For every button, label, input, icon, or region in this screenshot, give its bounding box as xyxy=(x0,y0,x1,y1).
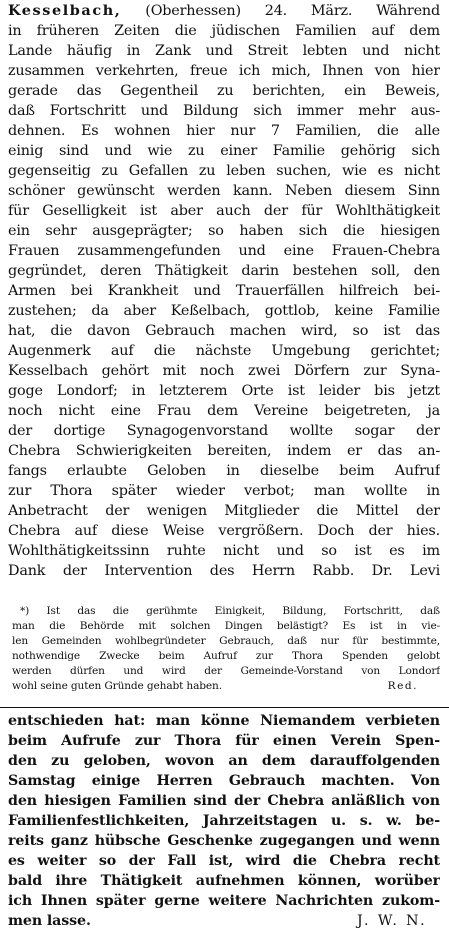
article-line: ein sehr ausgeprägter; so haben sich die hiesigen xyxy=(8,223,440,239)
continuation-line: den zu geloben, wovon an dem darauffolgenden xyxy=(8,753,440,769)
article-line: schöner gewünscht werden kann. Neben diesem Sinn xyxy=(8,183,440,199)
article-line: gegenseitig zu Gefallen zu leben suchen, wie es nicht xyxy=(8,163,440,179)
article-line: Chebra auf diese Weise vergrößern. Doch der hies. xyxy=(8,523,440,539)
article-line: dehnen. Es wohnen hier nur 7 Familien, die alle xyxy=(8,123,440,139)
article-line: für Geselligkeit ist aber auch der für Wohlthätigkeit xyxy=(8,203,440,219)
article-line: Augenmerk auf die nächste Umgebung gerichtet; xyxy=(8,343,440,359)
continuation-line: Familienfestlichkeiten, Jahrzeitstagen u. s. w. be- xyxy=(8,813,440,829)
article-line: in früheren Zeiten die jüdischen Familien auf dem xyxy=(8,23,440,39)
footnote-line: man die Behörde mit solchen Dingen belästigt? Es ist in vie- xyxy=(12,620,440,632)
article-line: zusammen verkehrten, freue ich mich, Ihnen von hier xyxy=(8,63,440,79)
footnote-line: nothwendige Zwecke beim Aufruf zur Thora Spenden gelobt xyxy=(12,650,440,662)
article-line: Frauen zusammengefunden und eine Frauen-Chebra xyxy=(8,243,440,259)
article-line: Dank der Intervention des Herrn Rabb. Dr. Levi xyxy=(8,563,440,579)
continuation-line: beim Aufrufe zur Thora für einen Verein Spen- xyxy=(8,733,440,749)
continuation-line: Samstag einige Herren Gebrauch machten. Von xyxy=(8,773,440,789)
article-line: Kesselbach gehört mit noch zwei Dörfern zur Syna- xyxy=(8,363,440,379)
article-line: zustehen; da aber Keßelbach, gottlob, keine Familie xyxy=(8,303,440,319)
article-line: goge Londorf; in letzterem Orte ist leider bis jetzt xyxy=(8,383,440,399)
article-line: daß Fortschritt und Bildung sich immer mehr aus- xyxy=(8,103,440,119)
article-signature: J. W. N. xyxy=(357,913,427,929)
footnote-line: werden dürfen und wird der Gemeinde-Vorstand von Londorf xyxy=(12,665,440,677)
continuation-line: reits ganz hübsche Geschenke zugegangen und wenn xyxy=(8,833,440,849)
article-line: Lande häufig in Zank und Streit lebten und nicht xyxy=(8,43,440,59)
article-line: der dortige Synagogenvorstand wollte sogar der xyxy=(8,423,440,439)
article-line: zur Thora später wieder verbot; man wollte in xyxy=(8,483,440,499)
article-line: Chebra Schwierigkeiten bereiten, indem er das an- xyxy=(8,443,440,459)
article-line: Wohlthätigkeitssinn ruhte nicht und so ist es im xyxy=(8,543,440,559)
article-line: Anbetracht der wenigen Mitglieder die Mittel der xyxy=(8,503,440,519)
continuation-line: ich Ihnen später gerne weitere Nachrichten zukom- xyxy=(8,893,440,909)
footnote-line: wohl seine guten Gründe gehabt haben. xyxy=(12,680,222,692)
footnote-line: len Gemeinden wohlbegründeter Gebrauch, daß nur für bestimmte, xyxy=(12,635,440,647)
article-line: hat, die davon Gebrauch machen wird, so ist das xyxy=(8,323,440,339)
footnote-signature: Red. xyxy=(387,680,418,692)
continuation-line: es weiter so der Fall ist, wird die Chebra recht xyxy=(8,853,440,869)
article-line: Armen bei Krankheit und Trauerfällen hilfreich bei- xyxy=(8,283,440,299)
continuation-line: bald ihre Thätigkeit aufnehmen können, worüber xyxy=(8,873,440,889)
article-line: noch nicht eine Frau dem Vereine beigetreten, ja xyxy=(8,403,440,419)
article-line: gegründet, deren Thätigkeit darin bestehen soll, den xyxy=(8,263,440,279)
article-line: gerade das Gegentheil zu berichten, ein Beweis, xyxy=(8,83,440,99)
footnote-line: *) Ist das die gerühmte Einigkeit, Bildung, Fortschritt, daß xyxy=(20,605,440,617)
continuation-line: men lasse. xyxy=(8,913,91,929)
dateline-rest: (Oberhessen) 24. März. Während xyxy=(121,3,440,19)
article-line: einig sind und wie zu einer Familie gehörig sich xyxy=(8,143,440,159)
continuation-line: den hiesigen Familien sind der Chebra anläßlich von xyxy=(8,793,440,809)
continuation-line: entschieden hat: man könne Niemandem verbieten xyxy=(8,713,440,729)
article-line: fangs erlaubte Geloben in dieselbe beim Aufruf xyxy=(8,463,440,479)
article-first-line xyxy=(8,1,440,21)
dateline-place: Kesselbach, xyxy=(8,2,122,19)
column-divider xyxy=(0,707,449,708)
